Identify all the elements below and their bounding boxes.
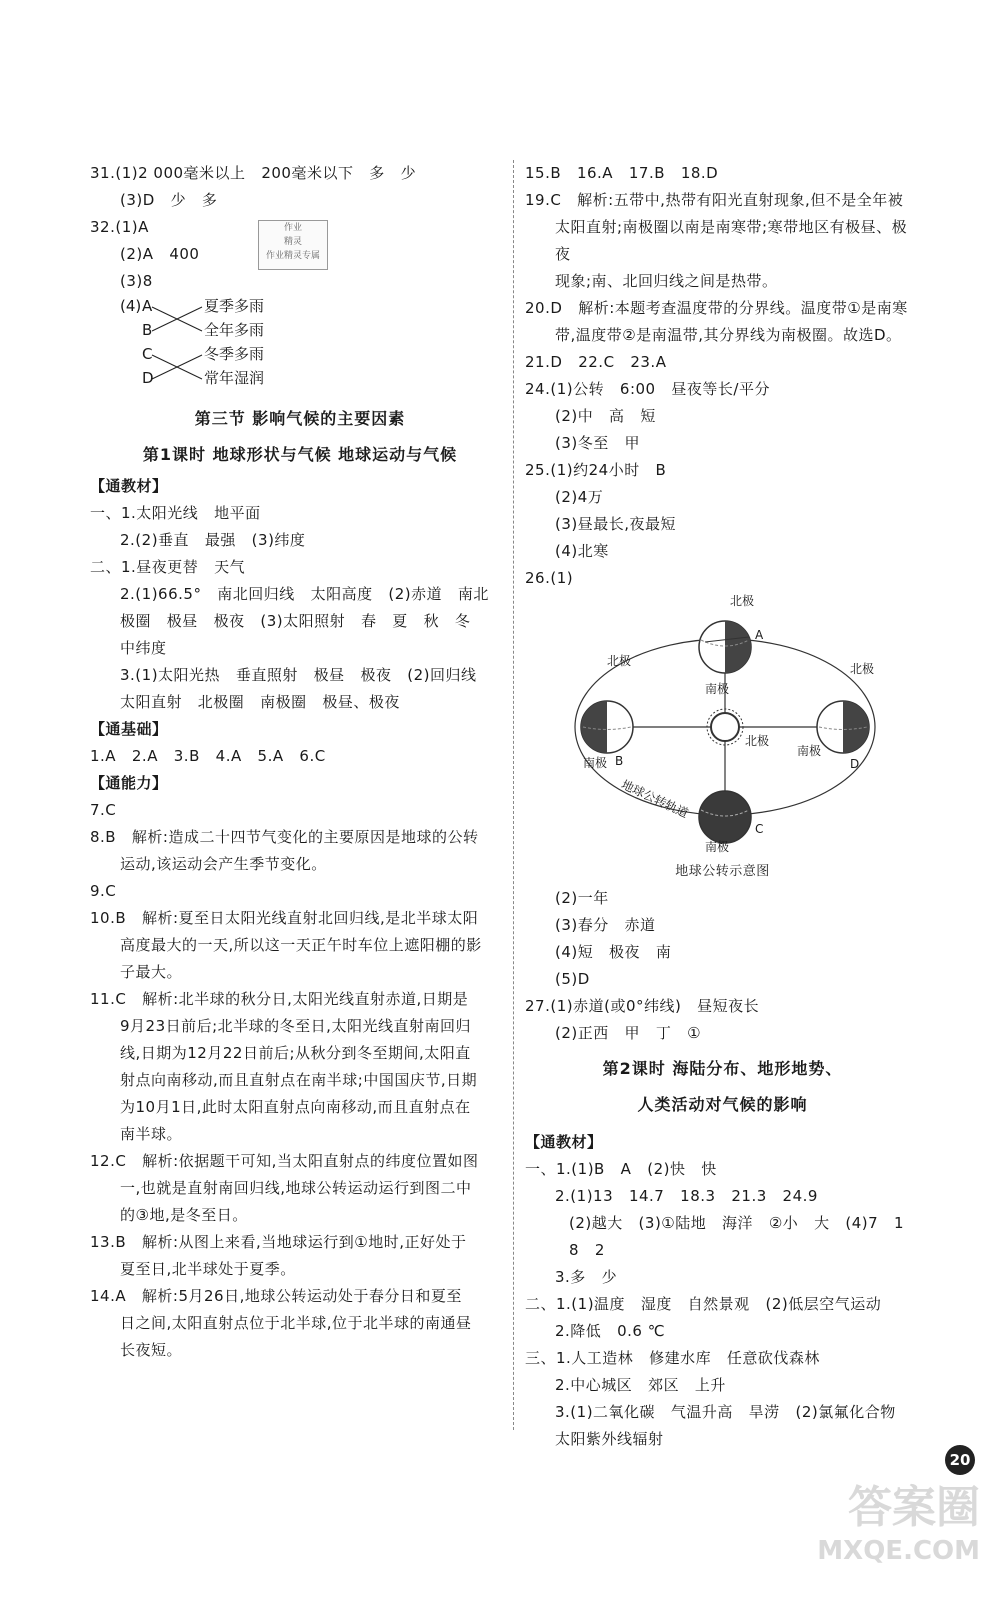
- answer-line: 日之间,太阳直射点位于北半球,位于北半球的南通昼: [120, 1314, 472, 1332]
- answer-line: 为10月1日,此时太阳直射点向南移动,而且直射点在: [120, 1098, 471, 1116]
- match-right: 常年湿润: [204, 369, 265, 387]
- answer-line: (3)D 少 多: [120, 191, 218, 209]
- answer-line: 19.C 解析:五带中,热带有阳光直射现象,但不是全年被: [525, 191, 904, 209]
- answer-line: 线,日期为12月22日前后;从秋分到冬至期间,太阳直: [120, 1044, 471, 1062]
- answer-line: 11.C 解析:北半球的秋分日,太阳光线直射赤道,日期是: [90, 990, 469, 1008]
- answer-line: (2)越大 (3)①陆地 海洋 ②小 大 (4)7 1: [569, 1214, 905, 1232]
- answer-line: 12.C 解析:依据题干可知,当太阳直射点的纬度位置如图: [90, 1152, 479, 1170]
- label-D: D: [850, 757, 860, 771]
- answer-line: 三、1.人工造林 修建水库 任意砍伐森林: [525, 1349, 820, 1367]
- label-north-pole: 北极: [850, 662, 875, 676]
- answer-line: 14.A 解析:5月26日,地球公转运动处于春分日和夏至: [90, 1287, 462, 1305]
- answer-line: 8 2: [569, 1241, 605, 1259]
- answer-line: 1.A 2.A 3.B 4.A 5.A 6.C: [90, 747, 326, 765]
- answer-line: 二、1.(1)温度 湿度 自然景观 (2)低层空气运动: [525, 1295, 882, 1313]
- answer-line: (4)北寒: [555, 542, 609, 560]
- answer-line: 10.B 解析:夏至日太阳光线直射北回归线,是北半球太阳: [90, 909, 479, 927]
- answer-line: 二、1.昼夜更替 天气: [90, 558, 246, 576]
- section-title: 第三节 影响气候的主要因素: [194, 409, 406, 428]
- right-column: [525, 160, 920, 1453]
- orbit-diagram: [525, 592, 920, 862]
- watermark-logo: [780, 1480, 980, 1580]
- answer-line: 25.(1)约24小时 B: [525, 461, 667, 479]
- answer-line: 南半球。: [120, 1125, 183, 1143]
- page-number: 20: [945, 1445, 975, 1475]
- answer-line: (3)昼最长,夜最短: [555, 515, 677, 533]
- answer-line: 24.(1)公转 6:00 昼夜等长/平分: [525, 380, 770, 398]
- answer-line: (3)8: [120, 272, 153, 290]
- label-south-pole: 南极: [797, 744, 822, 758]
- answer-line: 运动,该运动会产生季节变化。: [120, 855, 327, 873]
- match-left: B: [142, 321, 153, 339]
- label-south-pole: 南极: [705, 682, 730, 696]
- match-left: D: [142, 369, 154, 387]
- answer-line: 极圈 极昼 极夜 (3)太阳照射 春 夏 秋 冬: [120, 612, 471, 630]
- lesson-title: 第1课时 地球形状与气候 地球运动与气候: [142, 445, 458, 464]
- answer-line: 9月23日前后;北半球的冬至日,太阳光线直射南回归: [120, 1017, 471, 1035]
- answer-line: (2)A 400: [120, 245, 200, 263]
- label-C: C: [755, 822, 764, 836]
- label-north-pole: 北极: [730, 594, 755, 608]
- label-south-pole: 南极: [583, 756, 608, 770]
- answer-line: (2)4万: [555, 488, 604, 506]
- stamp-text: 作业精灵专属: [265, 251, 320, 261]
- answer-line: 2.(1)13 14.7 18.3 21.3 24.9: [555, 1187, 818, 1205]
- answer-line: 21.D 22.C 23.A: [525, 353, 667, 371]
- answer-line: 2.(2)垂直 最强 (3)纬度: [120, 531, 306, 549]
- answer-line: 3.(1)二氧化碳 气温升高 旱涝 (2)氯氟化合物: [555, 1403, 896, 1421]
- answer-line: 一、1.太阳光线 地平面: [90, 504, 261, 522]
- answer-line: 15.B 16.A 17.B 18.D: [525, 164, 719, 182]
- column-divider: [513, 160, 514, 1430]
- answer-line: 20.D 解析:本题考查温度带的分界线。温度带①是南寒: [525, 299, 908, 317]
- section-tag: 【通基础】: [90, 720, 168, 738]
- answer-line: 长夜短。: [120, 1341, 183, 1359]
- answer-line: (5)D: [555, 970, 590, 988]
- answer-line: 夏至日,北半球处于夏季。: [120, 1260, 296, 1278]
- answer-line: 9.C: [90, 882, 117, 900]
- match-right: 全年多雨: [204, 321, 265, 339]
- answer-line: 中纬度: [120, 639, 167, 657]
- answer-line: (2)一年: [555, 889, 609, 907]
- answer-line: 13.B 解析:从图上来看,当地球运行到①地时,正好处于: [90, 1233, 467, 1251]
- match-left: A: [142, 297, 153, 315]
- answer-line: (3)冬至 甲: [555, 434, 641, 452]
- answer-line: (2)中 高 短: [555, 407, 656, 425]
- stamp-text: 精灵: [283, 237, 302, 247]
- match-right: 冬季多雨: [204, 345, 265, 363]
- answer-line: 7.C: [90, 801, 117, 819]
- answer-line: 太阳直射 北极圈 南极圈 极昼、极夜: [120, 693, 400, 711]
- answer-line: 31.(1)2 000毫米以上 200毫米以下 多 少: [90, 164, 417, 182]
- figure-caption: 地球公转示意图: [675, 864, 770, 879]
- answer-line: 高度最大的一天,所以这一天正午时车位上遮阳棚的影: [120, 936, 482, 954]
- answer-line: 3.多 少: [555, 1268, 618, 1286]
- lesson-title: 第2课时 海陆分布、地形地势、: [602, 1059, 843, 1078]
- answer-line: 27.(1)赤道(或0°纬线) 昼短夜长: [525, 997, 760, 1015]
- answer-line: (4)短 极夜 南: [555, 943, 672, 961]
- label-north-pole: 北极: [607, 654, 632, 668]
- answer-line: 太阳直射;南极圈以南是南寒带;寒带地区有极昼、极夜: [555, 218, 908, 263]
- label-north-pole: 北极: [745, 734, 770, 748]
- section-tag: 【通教材】: [525, 1133, 603, 1151]
- match-left: C: [142, 345, 153, 363]
- answer-line: 的③地,是冬至日。: [120, 1206, 248, 1224]
- watermark-text: MXQE.COM: [817, 1536, 980, 1566]
- answer-line: (3)春分 赤道: [555, 916, 656, 934]
- answer-line: 一,也就是直射南回归线,地球公转运动运行到图二中: [120, 1179, 472, 1197]
- lesson-title: 人类活动对气候的影响: [637, 1095, 808, 1114]
- label-A: A: [755, 628, 764, 642]
- answer-line: 现象;南、北回归线之间是热带。: [555, 272, 778, 290]
- watermark-text: 答案圈: [848, 1482, 980, 1533]
- answer-line: 2.(1)66.5° 南北回归线 太阳高度 (2)赤道 南北: [120, 585, 489, 603]
- label-B: B: [615, 754, 624, 768]
- answer-line: 2.中心城区 郊区 上升: [555, 1376, 726, 1394]
- answer-line: 2.降低 0.6 ℃: [555, 1322, 666, 1340]
- answer-line: 8.B 解析:造成二十四节气变化的主要原因是地球的公转: [90, 828, 479, 846]
- earth-orbit-figure: [525, 592, 920, 862]
- answer-line: 26.(1): [525, 569, 574, 587]
- match-right: 夏季多雨: [204, 297, 265, 315]
- answer-line: 子最大。: [120, 963, 183, 981]
- answer-line: 带,温度带②是南温带,其分界线为南极圈。故选D。: [555, 326, 902, 344]
- match-prefix: (4): [120, 297, 142, 315]
- matching-diagram: [90, 295, 510, 395]
- answer-line: (2)正西 甲 丁 ①: [555, 1024, 702, 1042]
- answer-line: 太阳紫外线辐射: [555, 1430, 664, 1448]
- answer-line: 32.(1)A: [90, 218, 149, 236]
- section-tag: 【通教材】: [90, 477, 168, 495]
- stamp-text: 作业: [283, 223, 302, 233]
- answer-line: 3.(1)太阳光热 垂直照射 极昼 极夜 (2)回归线: [120, 666, 477, 684]
- label-orbit: 地球公转轨道: [619, 777, 691, 821]
- answer-line: 一、1.(1)B A (2)快 快: [525, 1160, 717, 1178]
- answer-line: 射点向南移动,而且直射点在南半球;中国国庆节,日期: [120, 1071, 478, 1089]
- left-column: [90, 160, 510, 1364]
- section-tag: 【通能力】: [90, 774, 168, 792]
- label-south-pole: 南极: [705, 840, 730, 854]
